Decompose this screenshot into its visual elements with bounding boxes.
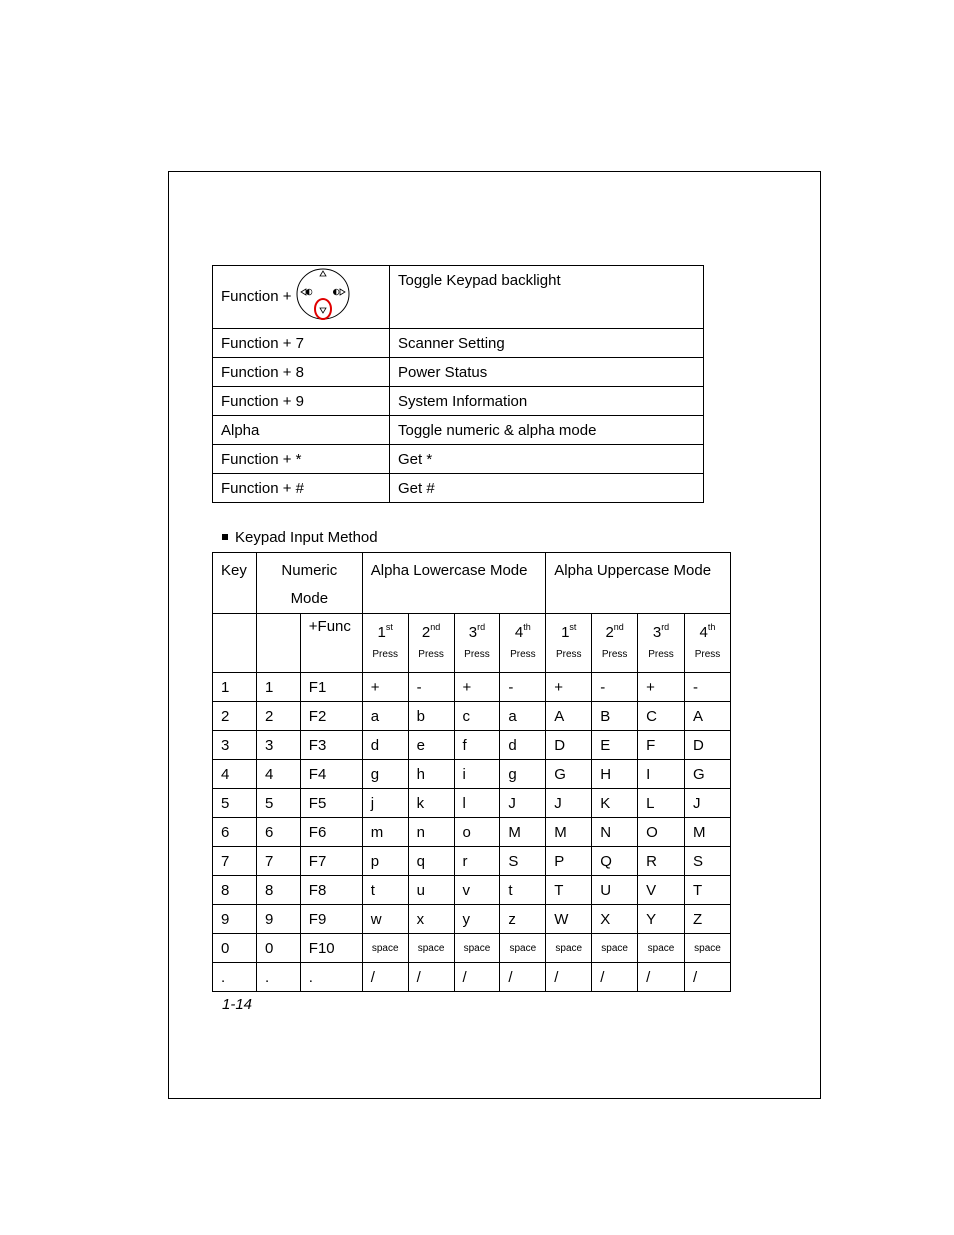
table-cell: l — [454, 789, 500, 818]
table-row — [213, 266, 704, 329]
table-cell: g — [500, 760, 546, 789]
table-cell: F9 — [300, 905, 362, 934]
subheader-empty — [256, 614, 300, 673]
function-key-cell: Alpha — [213, 416, 390, 445]
table-cell: J — [500, 789, 546, 818]
table-cell: + — [546, 673, 592, 702]
table-cell: U — [592, 876, 638, 905]
function-key-table — [212, 265, 704, 503]
subheader-empty — [213, 614, 257, 673]
table-row — [213, 818, 731, 847]
table-cell: i — [454, 760, 500, 789]
function-action-cell: Get # — [390, 474, 704, 503]
table-row — [213, 474, 704, 503]
table-cell: C — [638, 702, 685, 731]
table-row — [213, 358, 704, 387]
function-key-cell: Function + 9 — [213, 387, 390, 416]
table-cell: y — [454, 905, 500, 934]
table-row — [213, 963, 731, 992]
press-header: 2nd Press — [408, 614, 454, 673]
table-cell: 2 — [256, 702, 300, 731]
table-cell: e — [408, 731, 454, 760]
function-action-cell: Toggle numeric & alpha mode — [390, 416, 704, 445]
table-row — [213, 702, 731, 731]
table-cell: / — [546, 963, 592, 992]
header-lowercase-mode: Alpha Lowercase Mode — [362, 553, 546, 614]
function-key-cell — [213, 266, 390, 329]
subheader-func: +Func — [300, 614, 362, 673]
table-cell: n — [408, 818, 454, 847]
table-row — [213, 329, 704, 358]
table-cell: - — [684, 673, 730, 702]
header-numeric-mode — [256, 553, 362, 614]
function-action-cell: Toggle Keypad backlight — [390, 266, 704, 329]
table-cell: I — [638, 760, 685, 789]
table-cell: 0 — [213, 934, 257, 963]
table-cell: b — [408, 702, 454, 731]
table-cell: / — [684, 963, 730, 992]
table-cell: A — [546, 702, 592, 731]
table-row — [213, 847, 731, 876]
table-cell: 7 — [213, 847, 257, 876]
table-cell: j — [362, 789, 408, 818]
table-row — [213, 905, 731, 934]
function-key-cell: Function + # — [213, 474, 390, 503]
table-cell: m — [362, 818, 408, 847]
table-cell: o — [454, 818, 500, 847]
table-cell: space — [684, 934, 730, 963]
table-cell: / — [454, 963, 500, 992]
table-cell: F — [638, 731, 685, 760]
press-header: 4th Press — [684, 614, 730, 673]
page-number: 1-14 — [222, 996, 253, 1013]
table-cell: - — [500, 673, 546, 702]
press-header: 4th Press — [500, 614, 546, 673]
table-cell: u — [408, 876, 454, 905]
table-cell: c — [454, 702, 500, 731]
table-cell: 4 — [213, 760, 257, 789]
table-cell: 6 — [256, 818, 300, 847]
table-cell: 1 — [256, 673, 300, 702]
table-cell: space — [592, 934, 638, 963]
function-key-cell: Function + * — [213, 445, 390, 474]
table-cell: w — [362, 905, 408, 934]
function-action-cell: Power Status — [390, 358, 704, 387]
table-cell: S — [684, 847, 730, 876]
table-cell: q — [408, 847, 454, 876]
table-cell: d — [500, 731, 546, 760]
table-cell: a — [500, 702, 546, 731]
table-cell: F4 — [300, 760, 362, 789]
table-cell: Q — [592, 847, 638, 876]
table-cell: r — [454, 847, 500, 876]
table-row — [213, 416, 704, 445]
table-cell: O — [638, 818, 685, 847]
table-row — [213, 731, 731, 760]
header-numeric-line2: Mode — [290, 590, 329, 607]
table-cell: space — [408, 934, 454, 963]
table-cell: F7 — [300, 847, 362, 876]
table-cell: 9 — [256, 905, 300, 934]
table-cell: x — [408, 905, 454, 934]
table-row — [213, 445, 704, 474]
keypad-input-table — [212, 552, 731, 992]
table-cell: G — [684, 760, 730, 789]
function-key-cell: Function + 7 — [213, 329, 390, 358]
table-cell: . — [213, 963, 257, 992]
header-numeric-line1: Numeric — [281, 562, 338, 579]
table-cell: - — [592, 673, 638, 702]
press-header: 1st Press — [362, 614, 408, 673]
press-header: 2nd Press — [592, 614, 638, 673]
table-row — [213, 760, 731, 789]
press-header: 3rd Press — [638, 614, 685, 673]
table-cell: space — [454, 934, 500, 963]
table-cell: M — [500, 818, 546, 847]
table-cell: g — [362, 760, 408, 789]
table-cell: P — [546, 847, 592, 876]
table-cell: . — [256, 963, 300, 992]
table-cell: F6 — [300, 818, 362, 847]
table-cell: 0 — [256, 934, 300, 963]
table-cell: - — [408, 673, 454, 702]
table-cell: F5 — [300, 789, 362, 818]
table-cell: / — [592, 963, 638, 992]
table-cell: k — [408, 789, 454, 818]
table-cell: T — [684, 876, 730, 905]
table-cell: F1 — [300, 673, 362, 702]
table-cell: F8 — [300, 876, 362, 905]
table-cell: z — [500, 905, 546, 934]
section-title-text: Keypad Input Method — [235, 529, 378, 546]
table-cell: R — [638, 847, 685, 876]
table-cell: a — [362, 702, 408, 731]
table-cell: X — [592, 905, 638, 934]
table-cell: V — [638, 876, 685, 905]
table-cell: S — [500, 847, 546, 876]
table-cell: / — [500, 963, 546, 992]
press-header: 3rd Press — [454, 614, 500, 673]
dpad-down-icon — [295, 268, 355, 326]
keypad-table-body — [213, 673, 731, 992]
table-cell: K — [592, 789, 638, 818]
table-cell: Z — [684, 905, 730, 934]
table-cell: t — [500, 876, 546, 905]
table-cell: / — [362, 963, 408, 992]
function-action-cell: Get * — [390, 445, 704, 474]
table-cell: 6 — [213, 818, 257, 847]
table-cell: 4 — [256, 760, 300, 789]
table-cell: 8 — [256, 876, 300, 905]
table-cell: f — [454, 731, 500, 760]
table-cell: p — [362, 847, 408, 876]
table-cell: D — [684, 731, 730, 760]
table-cell: B — [592, 702, 638, 731]
table-cell: E — [592, 731, 638, 760]
table-cell: L — [638, 789, 685, 818]
function-action-cell: System Information — [390, 387, 704, 416]
table-cell: 7 — [256, 847, 300, 876]
table-cell: space — [500, 934, 546, 963]
table-subheader-row — [213, 614, 731, 673]
table-cell: space — [362, 934, 408, 963]
table-cell: . — [300, 963, 362, 992]
table-cell: J — [684, 789, 730, 818]
table-row — [213, 673, 731, 702]
table-cell: T — [546, 876, 592, 905]
table-cell: + — [638, 673, 685, 702]
table-cell: M — [546, 818, 592, 847]
bullet-icon — [222, 534, 228, 540]
table-cell: v — [454, 876, 500, 905]
table-cell: J — [546, 789, 592, 818]
function-action-cell: Scanner Setting — [390, 329, 704, 358]
function-key-label: Function + — [221, 287, 292, 305]
table-cell: space — [546, 934, 592, 963]
table-cell: 5 — [213, 789, 257, 818]
table-cell: W — [546, 905, 592, 934]
table-cell: 3 — [256, 731, 300, 760]
table-cell: t — [362, 876, 408, 905]
table-cell: G — [546, 760, 592, 789]
table-cell: 2 — [213, 702, 257, 731]
table-header-row — [213, 553, 731, 614]
function-key-cell: Function + 8 — [213, 358, 390, 387]
table-row — [213, 934, 731, 963]
table-cell: N — [592, 818, 638, 847]
table-cell: / — [408, 963, 454, 992]
section-title — [222, 529, 378, 546]
press-header: 1st Press — [546, 614, 592, 673]
table-cell: Y — [638, 905, 685, 934]
table-cell: space — [638, 934, 685, 963]
table-cell: 8 — [213, 876, 257, 905]
table-cell: A — [684, 702, 730, 731]
table-cell: 5 — [256, 789, 300, 818]
table-cell: M — [684, 818, 730, 847]
table-cell: + — [362, 673, 408, 702]
header-key: Key — [213, 553, 257, 614]
table-cell: h — [408, 760, 454, 789]
table-row — [213, 387, 704, 416]
table-cell: F3 — [300, 731, 362, 760]
table-cell: d — [362, 731, 408, 760]
table-cell: / — [638, 963, 685, 992]
table-cell: 9 — [213, 905, 257, 934]
table-cell: F2 — [300, 702, 362, 731]
table-cell: D — [546, 731, 592, 760]
table-row — [213, 789, 731, 818]
table-row — [213, 876, 731, 905]
table-cell: + — [454, 673, 500, 702]
table-cell: H — [592, 760, 638, 789]
table-cell: 1 — [213, 673, 257, 702]
table-cell: F10 — [300, 934, 362, 963]
table-cell: 3 — [213, 731, 257, 760]
header-uppercase-mode: Alpha Uppercase Mode — [546, 553, 731, 614]
